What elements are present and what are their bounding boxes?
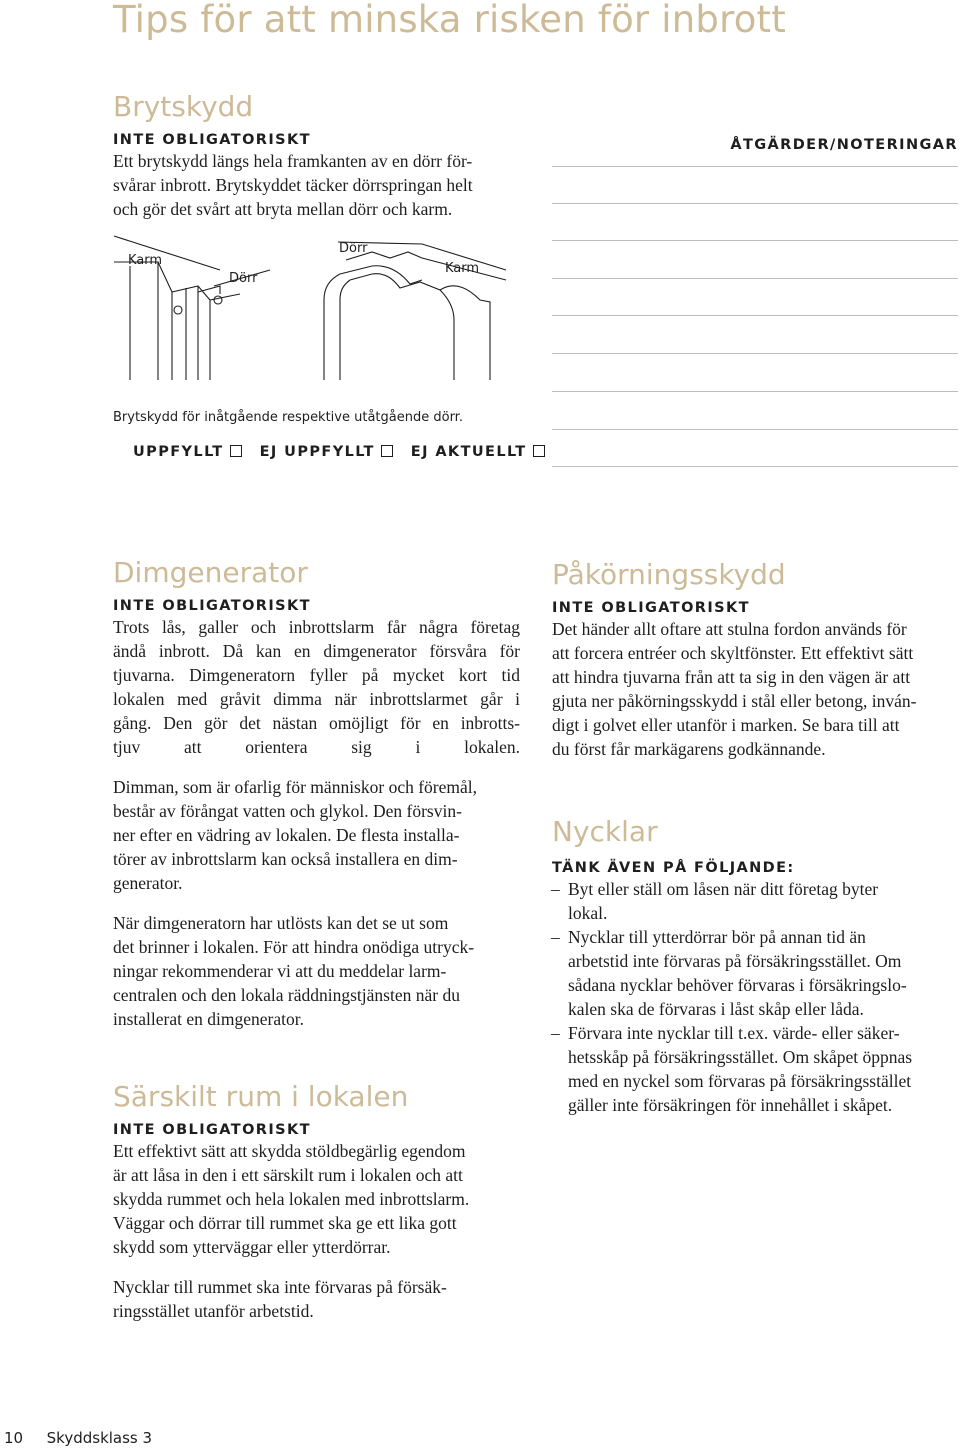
checkbox-ej-uppfyllt[interactable] <box>381 445 393 457</box>
text-line: törer av inbrottslarm kan också installera en dim- <box>113 849 458 869</box>
nycklar-list <box>552 877 958 1117</box>
checkbox-label-ej-uppfyllt: EJ UPPFYLLT <box>259 444 375 460</box>
text-line: generator. <box>113 873 183 893</box>
note-line[interactable] <box>552 166 958 167</box>
text-line: att hindra tjuvarna från att ta sig in den vägen är att <box>552 667 911 687</box>
page-title: Tips för att minska risken för inbrott <box>113 0 786 41</box>
text-line: gång. Den gör det nästan omöjligt för en inbrotts- <box>113 713 520 733</box>
text-line: Nycklar till ytterdörrar bör på annan tid än <box>568 927 866 947</box>
checkbox-label-uppfyllt: UPPFYLLT <box>133 444 224 460</box>
brytskydd-section <box>113 90 523 221</box>
note-line[interactable] <box>552 353 958 354</box>
page-number: 10 <box>4 1429 24 1447</box>
note-line[interactable] <box>552 240 958 241</box>
page-footer <box>4 1429 152 1447</box>
text-line: gäller inte försäkringen för innehållet i skåpet. <box>568 1095 893 1115</box>
text-line: ringsstället utanför arbetstid. <box>113 1301 314 1321</box>
text-line: skydda rummet och hela lokalen med inbrottslarm. <box>113 1189 470 1209</box>
list-item <box>552 1021 958 1117</box>
checkbox-label-ej-aktuellt: EJ AKTUELLT <box>410 444 527 460</box>
text-line: arbetstid inte förvaras på försäkringsstället. Om <box>568 951 902 971</box>
sarskilt-rum-subheading: INTE OBLIGATORISKT <box>113 1122 311 1138</box>
dimgenerator-heading: Dimgenerator <box>113 556 308 589</box>
brytskydd-text <box>113 149 523 221</box>
text-line: Byt eller ställ om låsen när ditt företag byter <box>568 879 879 899</box>
text-line: ner efter en vädring av lokalen. De flesta installa- <box>113 825 460 845</box>
notes-heading: ÅTGÄRDER/NOTERINGAR <box>730 137 958 153</box>
sarskilt-rum-paragraph-2 <box>113 1275 520 1323</box>
sarskilt-rum-paragraph-1 <box>113 1139 520 1259</box>
text-line: kalen ska de förvaras i låst skåp eller låda. <box>568 999 864 1019</box>
status-checkboxes <box>133 444 563 460</box>
nycklar-section <box>552 815 958 1117</box>
checkbox-ej-aktuellt[interactable] <box>533 445 545 457</box>
note-line[interactable] <box>552 466 958 467</box>
pakorningsskydd-section <box>552 558 958 761</box>
text-line: Ett effektivt sätt att skydda stöldbegärlig egendom <box>113 1141 466 1161</box>
text-line: ändå inbrott. Då kan en dimgenerator försvåra för <box>113 641 520 661</box>
text-line: ningar rekommenderar vi att du meddelar larm- <box>113 961 447 981</box>
text-line: med en nyckel som förvaras på försäkringsstället <box>568 1071 912 1091</box>
list-item <box>552 877 958 925</box>
diagram-label-left-karm: Karm <box>128 253 163 268</box>
dash-bullet: – <box>551 1023 560 1043</box>
text-line: är att låsa in den i ett särskilt rum i lokalen och att <box>113 1165 463 1185</box>
text-line: du först får markägarens godkännande. <box>552 739 826 759</box>
brytskydd-heading: Brytskydd <box>113 90 254 123</box>
footer-section: Skyddsklass 3 <box>46 1429 153 1447</box>
note-line[interactable] <box>552 429 958 430</box>
text-line: När dimgeneratorn har utlösts kan det se ut som <box>113 913 449 933</box>
text-line: digt i golvet eller utanför i marken. Se bara till att <box>552 715 900 735</box>
pakorningsskydd-paragraph <box>552 617 958 761</box>
text-line: tjuv att orientera sig i lokalen. <box>113 737 520 757</box>
dash-bullet: – <box>551 879 560 899</box>
text-line: lokal. <box>568 903 608 923</box>
text-line: består av förångat vatten och glykol. Den försvin- <box>113 801 462 821</box>
text-line: Trots lås, galler och inbrottslarm får några företag <box>113 617 520 637</box>
text-line: sådana nycklar behöver förvaras i försäkringslo- <box>568 975 907 995</box>
text-line: Det händer allt oftare att stulna fordon används för <box>552 619 907 639</box>
diagram-label-left-dorr: Dörr <box>229 271 258 286</box>
dimgenerator-paragraph-3 <box>113 911 520 1031</box>
brytskydd-line: svårar inbrott. Brytskyddet täcker dörrspringan helt <box>113 175 473 195</box>
text-line: gjuta ner påkörningsskydd i stål eller betong, inván- <box>552 691 917 711</box>
note-line[interactable] <box>552 315 958 316</box>
text-line: hetsskåp på försäkringsstället. Om skåpet öppnas <box>568 1047 913 1067</box>
dimgenerator-paragraph-2 <box>113 775 520 895</box>
text-line: Väggar och dörrar till rummet ska ge ett lika gott <box>113 1213 457 1233</box>
sarskilt-rum-section <box>113 1080 520 1323</box>
note-line[interactable] <box>552 203 958 204</box>
text-line: Dimman, som är ofarlig för människor och föremål, <box>113 777 477 797</box>
pakorningsskydd-heading: Påkörningsskydd <box>552 558 786 591</box>
text-line: Förvara inte nycklar till t.ex. värde- eller säker- <box>568 1023 900 1043</box>
text-line: Nycklar till rummet ska inte förvaras på försäk- <box>113 1277 447 1297</box>
note-line[interactable] <box>552 278 958 279</box>
text-line: tjuvarna. Dimgeneratorn fyller på mycket kort tid <box>113 665 520 685</box>
dimgenerator-paragraph-1 <box>113 615 520 759</box>
diagram-caption: Brytskydd för inåtgående respektive utåtgående dörr. <box>113 410 463 425</box>
dimgenerator-section <box>113 556 520 1031</box>
text-line: det brinner i lokalen. För att hindra onödiga utryck- <box>113 937 475 957</box>
list-item <box>552 925 958 1021</box>
brytskydd-line: Ett brytskydd längs hela framkanten av en dörr för- <box>113 151 473 171</box>
text-line: skydd som ytterväggar eller ytterdörrar. <box>113 1237 391 1257</box>
sarskilt-rum-heading: Särskilt rum i lokalen <box>113 1080 409 1113</box>
pakorningsskydd-subheading: INTE OBLIGATORISKT <box>552 600 750 616</box>
text-line: centralen och den lokala räddningstjänsten när du <box>113 985 460 1005</box>
brytskydd-diagram <box>110 230 530 400</box>
text-line: att forcera entréer och skyltfönster. Ett effektivt sätt <box>552 643 914 663</box>
checkbox-uppfyllt[interactable] <box>230 445 242 457</box>
diagram-label-right-karm: Karm <box>445 261 480 276</box>
brytskydd-line: och gör det svårt att bryta mellan dörr och karm. <box>113 199 453 219</box>
left-wall <box>114 262 158 380</box>
brytskydd-subheading: INTE OBLIGATORISKT <box>113 132 311 148</box>
nycklar-heading: Nycklar <box>552 815 658 848</box>
text-line: lokalen med gråvit dimma när inbrottslarmet går i <box>113 689 520 709</box>
text-line: installerat en dimgenerator. <box>113 1009 304 1029</box>
dimgenerator-subheading: INTE OBLIGATORISKT <box>113 598 311 614</box>
dash-bullet: – <box>551 927 560 947</box>
nycklar-subheading: TÄNK ÄVEN PÅ FÖLJANDE: <box>552 860 795 876</box>
note-line[interactable] <box>552 391 958 392</box>
diagram-label-right-dorr: Dörr <box>339 241 368 256</box>
